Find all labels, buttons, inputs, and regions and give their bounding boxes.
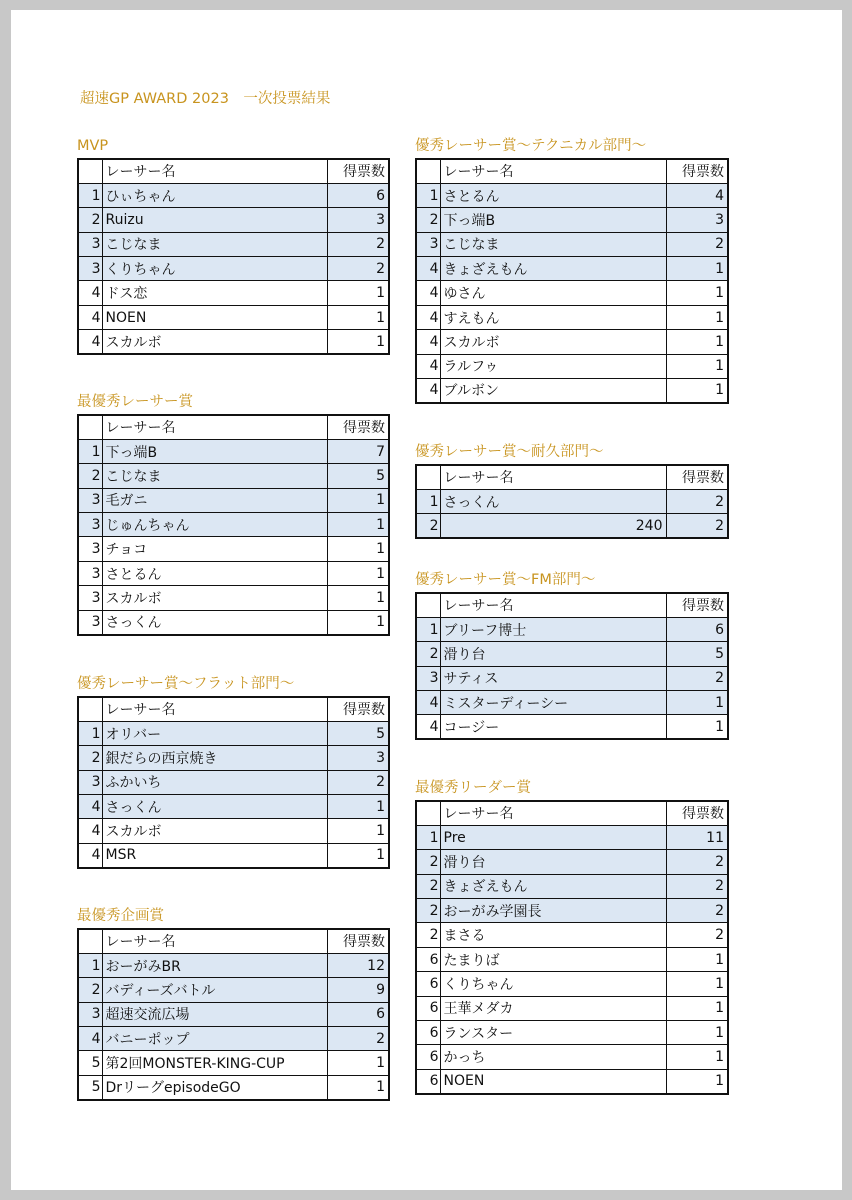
- header-votes-cell: 得票数: [327, 697, 389, 721]
- section-title: 最優秀レーサー賞: [77, 394, 193, 410]
- votes-cell: 2: [327, 770, 389, 794]
- table-row: [78, 537, 389, 561]
- rank-cell: 3: [78, 537, 102, 561]
- rank-cell: 2: [416, 850, 440, 874]
- rank-cell: 3: [78, 770, 102, 794]
- table-row: [78, 843, 389, 867]
- rank-cell: 4: [416, 354, 440, 378]
- name-cell: 超速交流広場: [102, 1002, 327, 1026]
- table-row: [416, 330, 728, 354]
- header-rank-cell: [416, 159, 440, 183]
- votes-cell: 1: [327, 305, 389, 329]
- table-row: [78, 305, 389, 329]
- name-cell: 下っ端B: [102, 439, 327, 463]
- name-cell: さっくん: [102, 610, 327, 634]
- votes-cell: 3: [327, 208, 389, 232]
- votes-cell: 1: [327, 561, 389, 585]
- header-votes-cell: 得票数: [666, 593, 728, 617]
- rank-cell: 6: [416, 972, 440, 996]
- name-cell: チョコ: [102, 537, 327, 561]
- award-section: [415, 778, 729, 1095]
- rank-cell: 4: [416, 281, 440, 305]
- table-row: [78, 561, 389, 585]
- rank-cell: 3: [78, 561, 102, 585]
- table-row: [78, 464, 389, 488]
- votes-cell: 1: [666, 281, 728, 305]
- name-cell: スカルボ: [102, 586, 327, 610]
- votes-cell: 2: [666, 232, 728, 256]
- votes-cell: 1: [666, 691, 728, 715]
- votes-cell: 2: [666, 666, 728, 690]
- results-table: [415, 592, 729, 740]
- name-cell: さとるん: [102, 561, 327, 585]
- rank-cell: 3: [78, 257, 102, 281]
- table-row: [78, 281, 389, 305]
- rank-cell: 4: [416, 257, 440, 281]
- votes-cell: 2: [327, 257, 389, 281]
- name-cell: きょざえもん: [440, 257, 666, 281]
- votes-cell: 6: [666, 617, 728, 641]
- award-section: [77, 906, 390, 1101]
- award-section: [415, 136, 729, 404]
- document-title: 超速GP AWARD 2023 一次投票結果: [80, 91, 331, 107]
- rank-cell: 5: [78, 1051, 102, 1075]
- results-table: [415, 158, 729, 404]
- votes-cell: 2: [666, 489, 728, 513]
- votes-cell: 1: [666, 1069, 728, 1093]
- votes-cell: 2: [666, 899, 728, 923]
- name-cell: ふかいち: [102, 770, 327, 794]
- rank-cell: 3: [416, 666, 440, 690]
- header-name-cell: レーサー名: [440, 801, 666, 825]
- table-row: [416, 1021, 728, 1045]
- table-row: [416, 617, 728, 641]
- votes-cell: 1: [666, 354, 728, 378]
- name-cell: こじなま: [102, 232, 327, 256]
- rank-cell: 3: [78, 610, 102, 634]
- rank-cell: 4: [416, 305, 440, 329]
- name-cell: さとるん: [440, 183, 666, 207]
- table-row: [416, 947, 728, 971]
- rank-cell: 6: [416, 1069, 440, 1093]
- rank-cell: 4: [416, 691, 440, 715]
- table-row: [416, 305, 728, 329]
- rank-cell: 2: [416, 514, 440, 538]
- votes-cell: 2: [666, 514, 728, 538]
- votes-cell: 1: [666, 715, 728, 739]
- votes-cell: 1: [327, 1051, 389, 1075]
- header-rank-cell: [416, 593, 440, 617]
- section-title: MVP: [77, 138, 109, 154]
- votes-cell: 1: [327, 819, 389, 843]
- results-table: [77, 158, 390, 355]
- rank-cell: 6: [416, 1021, 440, 1045]
- table-row: [416, 354, 728, 378]
- votes-cell: 6: [327, 1002, 389, 1026]
- table-row: [416, 281, 728, 305]
- table-row: [416, 379, 728, 403]
- table-row: [78, 488, 389, 512]
- table-row: [416, 923, 728, 947]
- rank-cell: 4: [78, 281, 102, 305]
- header-votes-cell: 得票数: [666, 465, 728, 489]
- table-row: [78, 1051, 389, 1075]
- results-table: [77, 928, 390, 1101]
- table-row: [78, 330, 389, 354]
- name-cell: さっくん: [102, 795, 327, 819]
- votes-cell: 5: [666, 642, 728, 666]
- rank-cell: 4: [78, 1027, 102, 1051]
- votes-cell: 1: [666, 330, 728, 354]
- section-title: 優秀レーサー賞～テクニカル部門～: [415, 138, 647, 154]
- votes-cell: 2: [327, 232, 389, 256]
- name-cell: じゅんちゃん: [102, 513, 327, 537]
- rank-cell: 5: [78, 1075, 102, 1099]
- name-cell: こじなま: [440, 232, 666, 256]
- rank-cell: 1: [78, 183, 102, 207]
- table-row: [78, 978, 389, 1002]
- name-cell: 毛ガニ: [102, 488, 327, 512]
- votes-cell: 1: [327, 1075, 389, 1099]
- name-cell: ドス恋: [102, 281, 327, 305]
- name-cell: すえもん: [440, 305, 666, 329]
- name-cell: ゆさん: [440, 281, 666, 305]
- name-cell: コージー: [440, 715, 666, 739]
- rank-cell: 4: [78, 305, 102, 329]
- header-votes-cell: 得票数: [327, 159, 389, 183]
- name-cell: くりちゃん: [440, 972, 666, 996]
- table-row: [78, 610, 389, 634]
- name-cell: 銀だらの西京焼き: [102, 746, 327, 770]
- table-row: [416, 691, 728, 715]
- rank-cell: 2: [78, 978, 102, 1002]
- rank-cell: 6: [416, 1045, 440, 1069]
- votes-cell: 1: [666, 1045, 728, 1069]
- rank-cell: 4: [416, 379, 440, 403]
- header-name-cell: レーサー名: [440, 465, 666, 489]
- rank-cell: 3: [78, 232, 102, 256]
- table-row: [78, 746, 389, 770]
- table-row: [416, 1069, 728, 1093]
- votes-cell: 5: [327, 721, 389, 745]
- votes-cell: 11: [666, 825, 728, 849]
- section-title: 優秀レーサー賞～耐久部門～: [415, 444, 604, 460]
- name-cell: バディーズバトル: [102, 978, 327, 1002]
- results-table: [77, 696, 390, 869]
- results-table: [77, 414, 390, 636]
- award-section: [77, 392, 390, 636]
- name-cell: ミスターディーシー: [440, 691, 666, 715]
- name-cell: スカルボ: [440, 330, 666, 354]
- votes-cell: 12: [327, 953, 389, 977]
- name-cell: ラルフゥ: [440, 354, 666, 378]
- header-name-cell: レーサー名: [102, 415, 327, 439]
- name-cell: スカルボ: [102, 819, 327, 843]
- header-name-cell: レーサー名: [440, 159, 666, 183]
- header-votes-cell: 得票数: [666, 801, 728, 825]
- header-votes-cell: 得票数: [327, 929, 389, 953]
- name-cell: たまりば: [440, 947, 666, 971]
- rank-cell: 1: [416, 183, 440, 207]
- header-votes-cell: 得票数: [327, 415, 389, 439]
- table-row: [78, 1002, 389, 1026]
- header-rank-cell: [416, 465, 440, 489]
- rank-cell: 2: [78, 208, 102, 232]
- table-row: [416, 996, 728, 1020]
- header-rank-cell: [416, 801, 440, 825]
- table-row: [416, 972, 728, 996]
- name-cell: 第2回MONSTER-KING-CUP: [102, 1051, 327, 1075]
- table-header-row: [78, 929, 389, 953]
- rank-cell: 3: [78, 488, 102, 512]
- table-row: [416, 666, 728, 690]
- table-header-row: [78, 697, 389, 721]
- award-section: [77, 136, 390, 355]
- name-cell: スカルボ: [102, 330, 327, 354]
- table-header-row: [416, 465, 728, 489]
- rank-cell: 1: [78, 439, 102, 463]
- rank-cell: 4: [78, 843, 102, 867]
- rank-cell: 3: [78, 513, 102, 537]
- votes-cell: 1: [327, 586, 389, 610]
- name-cell: 下っ端B: [440, 208, 666, 232]
- votes-cell: 1: [666, 379, 728, 403]
- votes-cell: 1: [327, 330, 389, 354]
- rank-cell: 1: [78, 721, 102, 745]
- name-cell: MSR: [102, 843, 327, 867]
- votes-cell: 4: [666, 183, 728, 207]
- section-title: 優秀レーサー賞～FM部門～: [415, 572, 596, 588]
- table-header-row: [416, 801, 728, 825]
- name-cell: Pre: [440, 825, 666, 849]
- section-title: 最優秀企画賞: [77, 908, 164, 924]
- name-cell: バニーポップ: [102, 1027, 327, 1051]
- votes-cell: 1: [327, 537, 389, 561]
- votes-cell: 1: [666, 257, 728, 281]
- rank-cell: 2: [78, 746, 102, 770]
- votes-cell: 7: [327, 439, 389, 463]
- name-cell: サティス: [440, 666, 666, 690]
- votes-cell: 1: [666, 947, 728, 971]
- table-row: [78, 208, 389, 232]
- table-row: [416, 715, 728, 739]
- name-cell: 滑り台: [440, 642, 666, 666]
- table-header-row: [78, 159, 389, 183]
- rank-cell: 2: [416, 208, 440, 232]
- name-cell: おーがみ学園長: [440, 899, 666, 923]
- name-cell: NOEN: [102, 305, 327, 329]
- rank-cell: 1: [416, 489, 440, 513]
- name-cell: 王華メダカ: [440, 996, 666, 1020]
- rank-cell: 4: [78, 795, 102, 819]
- table-row: [78, 770, 389, 794]
- section-title: 優秀レーサー賞～フラット部門～: [77, 676, 295, 692]
- table-row: [416, 1045, 728, 1069]
- table-row: [416, 232, 728, 256]
- table-row: [416, 825, 728, 849]
- table-header-row: [416, 593, 728, 617]
- votes-cell: 2: [666, 874, 728, 898]
- rank-cell: 4: [416, 330, 440, 354]
- table-row: [416, 183, 728, 207]
- header-name-cell: レーサー名: [102, 929, 327, 953]
- table-row: [78, 586, 389, 610]
- header-rank-cell: [78, 697, 102, 721]
- votes-cell: 3: [327, 746, 389, 770]
- table-row: [78, 953, 389, 977]
- name-cell: くりちゃん: [102, 257, 327, 281]
- votes-cell: 3: [666, 208, 728, 232]
- table-row: [78, 795, 389, 819]
- votes-cell: 1: [327, 843, 389, 867]
- table-row: [416, 208, 728, 232]
- table-row: [416, 874, 728, 898]
- name-cell: きょざえもん: [440, 874, 666, 898]
- name-cell: かっち: [440, 1045, 666, 1069]
- votes-cell: 1: [327, 610, 389, 634]
- votes-cell: 2: [666, 923, 728, 947]
- header-name-cell: レーサー名: [102, 159, 327, 183]
- name-cell: まさる: [440, 923, 666, 947]
- rank-cell: 2: [416, 923, 440, 947]
- votes-cell: 1: [666, 305, 728, 329]
- rank-cell: 4: [416, 715, 440, 739]
- votes-cell: 1: [666, 1021, 728, 1045]
- votes-cell: 1: [327, 488, 389, 512]
- rank-cell: 4: [78, 819, 102, 843]
- name-cell: こじなま: [102, 464, 327, 488]
- table-row: [78, 183, 389, 207]
- votes-cell: 2: [666, 850, 728, 874]
- votes-cell: 2: [327, 1027, 389, 1051]
- header-votes-cell: 得票数: [666, 159, 728, 183]
- results-table: [415, 464, 729, 539]
- rank-cell: 3: [78, 1002, 102, 1026]
- rank-cell: 4: [78, 330, 102, 354]
- table-header-row: [78, 415, 389, 439]
- votes-cell: 1: [327, 513, 389, 537]
- votes-cell: 1: [666, 972, 728, 996]
- rank-cell: 2: [416, 642, 440, 666]
- rank-cell: 2: [416, 874, 440, 898]
- rank-cell: 1: [78, 953, 102, 977]
- votes-cell: 5: [327, 464, 389, 488]
- table-row: [78, 1027, 389, 1051]
- name-cell: DrリーグepisodeGO: [102, 1075, 327, 1099]
- table-header-row: [416, 159, 728, 183]
- table-row: [416, 899, 728, 923]
- rank-cell: 2: [78, 464, 102, 488]
- rank-cell: 6: [416, 947, 440, 971]
- name-cell: オリバー: [102, 721, 327, 745]
- table-row: [78, 721, 389, 745]
- header-rank-cell: [78, 929, 102, 953]
- votes-cell: 6: [327, 183, 389, 207]
- rank-cell: 1: [416, 617, 440, 641]
- table-row: [78, 819, 389, 843]
- votes-cell: 1: [666, 996, 728, 1020]
- header-rank-cell: [78, 159, 102, 183]
- votes-cell: 1: [327, 281, 389, 305]
- award-section: [415, 442, 729, 539]
- votes-cell: 9: [327, 978, 389, 1002]
- votes-cell: 1: [327, 795, 389, 819]
- name-cell: Ruizu: [102, 208, 327, 232]
- table-row: [416, 850, 728, 874]
- rank-cell: 2: [416, 899, 440, 923]
- name-cell: NOEN: [440, 1069, 666, 1093]
- results-table: [415, 800, 729, 1095]
- name-cell: おーがみBR: [102, 953, 327, 977]
- name-cell: ブリーフ博士: [440, 617, 666, 641]
- header-name-cell: レーサー名: [440, 593, 666, 617]
- name-cell: ブルボン: [440, 379, 666, 403]
- table-row: [78, 513, 389, 537]
- table-row: [416, 489, 728, 513]
- rank-cell: 6: [416, 996, 440, 1020]
- name-cell: ランスター: [440, 1021, 666, 1045]
- award-section: [77, 674, 390, 869]
- rank-cell: 3: [78, 586, 102, 610]
- name-cell: 240: [440, 514, 666, 538]
- table-row: [78, 257, 389, 281]
- rank-cell: 3: [416, 232, 440, 256]
- name-cell: ひぃちゃん: [102, 183, 327, 207]
- rank-cell: 1: [416, 825, 440, 849]
- table-row: [78, 439, 389, 463]
- section-title: 最優秀リーダー賞: [415, 780, 531, 796]
- name-cell: さっくん: [440, 489, 666, 513]
- header-rank-cell: [78, 415, 102, 439]
- table-row: [78, 232, 389, 256]
- table-row: [416, 257, 728, 281]
- table-row: [416, 642, 728, 666]
- table-row: [416, 514, 728, 538]
- name-cell: 滑り台: [440, 850, 666, 874]
- header-name-cell: レーサー名: [102, 697, 327, 721]
- table-row: [78, 1075, 389, 1099]
- award-section: [415, 570, 729, 740]
